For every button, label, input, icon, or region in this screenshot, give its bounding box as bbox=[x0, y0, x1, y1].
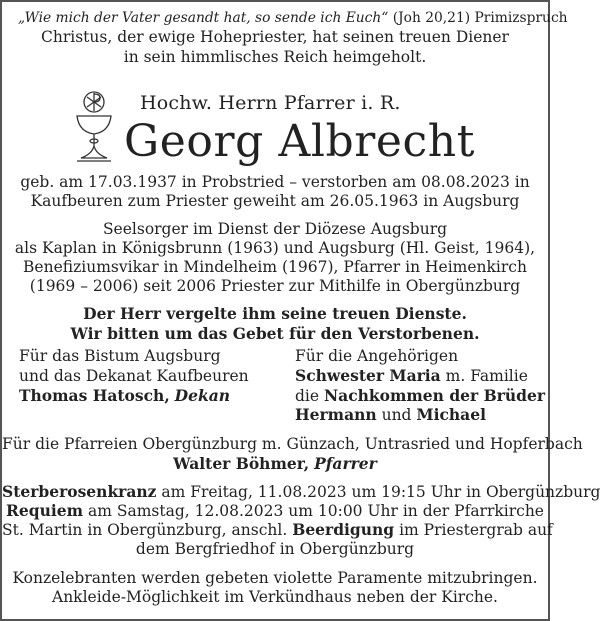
dean-signature bbox=[19, 386, 230, 406]
diocese-line-2: und das Dekanat Kaufbeuren bbox=[19, 367, 249, 385]
church-line bbox=[2, 520, 553, 540]
career-line-3: Benefiziumsvikar in Mindelheim (1967), Pfarrer in Heimenkirch bbox=[23, 258, 527, 276]
quote-reference: (Joh 20,21) Primizspruch bbox=[392, 10, 568, 26]
brother-hermann: Hermann bbox=[295, 405, 377, 424]
notes-line-1: Konzelebranten werden gebeten violette Paramente mitzubringen. bbox=[12, 569, 538, 587]
descendants-label: Nachkommen der Brüder bbox=[324, 386, 545, 405]
rosary-text: am Freitag, 11.08.2023 um 19:15 Uhr in Obergünzburg bbox=[161, 483, 600, 501]
burial-label: Beerdigung bbox=[292, 520, 395, 539]
deceased-name: Georg Albrecht bbox=[124, 116, 476, 167]
relatives-line-1: Für die Angehörigen bbox=[295, 347, 459, 365]
dean-name: Thomas Hatosch, bbox=[19, 386, 170, 405]
deceased-title: Hochw. Herrn Pfarrer i. R. bbox=[140, 92, 401, 114]
pastor-name: Walter Böhmer, bbox=[173, 454, 310, 473]
notes-line-2: Ankleide-Möglichkeit im Verkündhaus neben der Kirche. bbox=[52, 588, 498, 606]
requiem-label: Requiem bbox=[6, 501, 84, 520]
pastor-signature bbox=[2, 454, 548, 474]
chalice-chi-rho-icon bbox=[71, 86, 117, 166]
diocese-line-1: Für das Bistum Augsburg bbox=[19, 347, 221, 365]
die-word: die bbox=[295, 387, 320, 405]
parishes-line: Für die Pfarreien Obergünzburg m. Günzach, Untrasried und Hopferbach bbox=[2, 435, 583, 453]
church-text: St. Martin in Obergünzburg, anschl. bbox=[2, 521, 288, 539]
prayer-line-1: Der Herr vergelte ihm seine treuen Dienste. bbox=[83, 304, 467, 323]
intro-line-2: in sein himmlisches Reich heimgeholt. bbox=[123, 48, 427, 66]
cemetery-line: dem Bergfriedhof in Obergünzburg bbox=[135, 540, 415, 558]
dates-line-1: geb. am 17.03.1937 in Probstried – verstorben am 08.08.2023 in bbox=[20, 173, 530, 191]
career-line-1: Seelsorger im Dienst der Diözese Augsburg bbox=[102, 220, 448, 238]
dates-line-2: Kaufbeuren zum Priester geweiht am 26.05.1963 in Augsburg bbox=[30, 192, 520, 210]
relatives-line-4 bbox=[295, 405, 486, 425]
burial-text: im Priestergrab auf bbox=[399, 521, 553, 539]
career-line-4: (1969 – 2006) seit 2006 Priester zur Mithilfe in Obergünzburg bbox=[29, 277, 521, 295]
rosary-label: Sterberosenkranz bbox=[2, 482, 157, 501]
sister-name: Schwester Maria bbox=[295, 366, 441, 385]
career-line-2: als Kaplan in Königsbrunn (1963) und Augsburg (Hl. Geist, 1964), bbox=[14, 239, 536, 257]
requiem-text: am Samstag, 12.08.2023 um 10:00 Uhr in der Pfarrkirche bbox=[87, 502, 544, 520]
relatives-line-3 bbox=[295, 386, 545, 406]
requiem-line bbox=[2, 501, 548, 521]
sister-suffix: m. Familie bbox=[445, 367, 528, 385]
dean-role: Dekan bbox=[174, 386, 231, 405]
intro-line-1: Christus, der ewige Hohepriester, hat seinen treuen Diener bbox=[41, 28, 509, 46]
prayer-line-2: Wir bitten um das Gebet für den Verstorbenen. bbox=[70, 324, 480, 343]
rosary-line bbox=[2, 482, 600, 502]
pastor-role: Pfarrer bbox=[314, 454, 377, 473]
relatives-line-2 bbox=[295, 366, 528, 386]
primiz-quote bbox=[18, 8, 568, 28]
und-word: und bbox=[381, 406, 412, 424]
quote-text: „Wie mich der Vater gesandt hat, so sende ich Euch“ bbox=[18, 10, 389, 26]
brother-michael: Michael bbox=[416, 405, 486, 424]
